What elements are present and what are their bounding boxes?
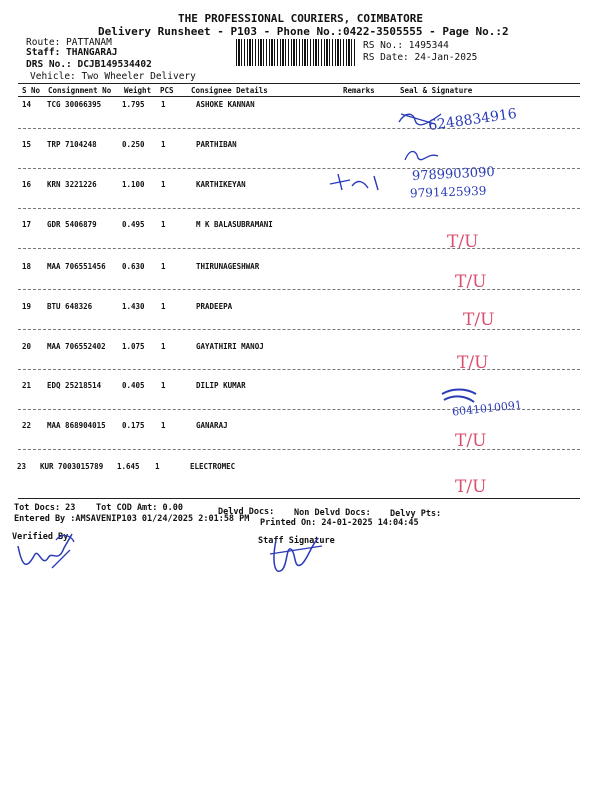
drs-number: DRS No.: DCJB149534402 (26, 59, 152, 70)
rs-number: RS No.: 1495344 (363, 40, 449, 51)
col-sno: S No (22, 86, 41, 95)
row-consignee: ELECTROMEC (190, 462, 236, 471)
table-row (0, 140, 600, 180)
row-pcs: 1 (161, 302, 166, 311)
route-label: Route: PATTANAM (26, 37, 112, 48)
rs-date: RS Date: 24-Jan-2025 (363, 52, 478, 63)
signature-scribble-icon (402, 146, 442, 166)
row-consignment: KRN 3221226 (47, 180, 97, 189)
delivered-docs: Delvd Docs: (218, 507, 275, 517)
row-consignment: MAA 706552402 (47, 342, 106, 351)
row-consignment: TRP 7104248 (47, 140, 97, 149)
table-row (0, 342, 600, 382)
col-signature: Seal & Signature (400, 86, 473, 95)
handwritten-tu: T/U (457, 353, 489, 373)
row-pcs: 1 (155, 462, 160, 471)
handwritten-tu: T/U (455, 477, 487, 497)
row-consignee: PARTHIBAN (196, 140, 237, 149)
handwritten-phone: 6041010091 (451, 398, 523, 419)
table-row (0, 220, 600, 260)
row-weight: 1.645 (117, 462, 140, 471)
row-weight: 1.430 (122, 302, 145, 311)
row-divider (18, 128, 580, 129)
verifier-signature-icon (12, 528, 82, 578)
col-pcs: PCS (160, 86, 174, 95)
row-weight: 0.630 (122, 262, 145, 271)
entered-by: Entered By :AMSAVENIP103 01/24/2025 2:01:58 PM (14, 514, 250, 524)
row-consignment: EDQ 25218514 (47, 381, 102, 390)
row-divider (18, 329, 580, 330)
row-consignee: M K BALASUBRAMANI (196, 220, 273, 229)
row-pcs: 1 (161, 220, 166, 229)
cod-amount: Tot COD Amt: 0.00 (96, 503, 183, 513)
handwritten-tu: T/U (455, 272, 487, 292)
row-weight: 1.075 (122, 342, 145, 351)
handwritten-phone: 6248834916 (427, 105, 518, 135)
row-sno: 18 (22, 262, 32, 271)
row-sno: 19 (22, 302, 32, 311)
handwritten-tu: T/U (455, 431, 487, 451)
row-weight: 0.495 (122, 220, 145, 229)
row-consignee: DILIP KUMAR (196, 381, 246, 390)
handwritten-phone: 9789903090 (411, 164, 496, 185)
row-weight: 0.175 (122, 421, 145, 430)
row-consignee: PRADEEPA (196, 302, 233, 311)
row-sno: 20 (22, 342, 32, 351)
row-consignee: ASHOKE KANNAN (196, 100, 255, 109)
delivery-points: Delvy Pts: (390, 509, 442, 519)
row-pcs: 1 (161, 421, 166, 430)
row-consignee: THIRUNAGESHWAR (196, 262, 260, 271)
row-sno: 17 (22, 220, 32, 229)
non-delivered-docs: Non Delvd Docs: (294, 508, 371, 518)
row-pcs: 1 (161, 381, 166, 390)
total-docs: Tot Docs: 23 (14, 503, 76, 513)
row-sno: 22 (22, 421, 32, 430)
row-pcs: 1 (161, 342, 166, 351)
row-consignee: GANARAJ (196, 421, 228, 430)
staff-signature-label: Staff Signature (258, 536, 335, 546)
row-divider (18, 168, 580, 169)
row-weight: 0.405 (122, 381, 145, 390)
handwritten-tu: T/U (447, 232, 479, 252)
row-weight: 0.250 (122, 140, 145, 149)
row-pcs: 1 (161, 140, 166, 149)
staff-label: Staff: THANGARAJ (26, 47, 118, 58)
col-consignee: Consignee Details (191, 86, 268, 95)
row-consignment: TCG 30066395 (47, 100, 102, 109)
row-pcs: 1 (161, 262, 166, 271)
col-remarks: Remarks (343, 86, 375, 95)
staff-signature-icon (262, 530, 332, 586)
barcode (236, 39, 356, 66)
row-consignment: MAA 706551456 (47, 262, 106, 271)
row-consignee: KARTHIKEYAN (196, 180, 246, 189)
row-consignee: GAYATHIRI MANOJ (196, 342, 264, 351)
row-consignment: KUR 7003015789 (40, 462, 104, 471)
footer-rule (18, 498, 580, 499)
row-divider (18, 449, 580, 450)
verified-by-label: Verified By (12, 532, 69, 542)
runsheet-subtitle: Delivery Runsheet - P103 - Phone No.:0422-3505555 - Page No.:2 (98, 25, 509, 38)
col-consignment: Consignment No (48, 86, 112, 95)
row-sno: 14 (22, 100, 32, 109)
row-pcs: 1 (161, 100, 166, 109)
handwritten-phone: 9791425939 (409, 183, 487, 201)
table-header-rule (18, 96, 580, 97)
table-row (0, 302, 600, 342)
row-divider (18, 248, 580, 249)
table-row (0, 462, 600, 502)
row-pcs: 1 (161, 180, 166, 189)
row-consignment: GDR 5406879 (47, 220, 97, 229)
row-divider (18, 208, 580, 209)
row-sno: 16 (22, 180, 32, 189)
vehicle-label: Vehicle: Two Wheeler Delivery (30, 71, 196, 82)
row-divider (18, 289, 580, 290)
table-row (0, 262, 600, 302)
row-consignment: BTU 648326 (47, 302, 93, 311)
row-sno: 21 (22, 381, 32, 390)
table-row (0, 180, 600, 220)
row-consignment: MAA 868904015 (47, 421, 106, 430)
row-sno: 23 (17, 462, 27, 471)
handwritten-tu: T/U (463, 310, 495, 330)
table-top-rule (18, 83, 580, 84)
table-row (0, 421, 600, 461)
row-divider (18, 369, 580, 370)
signature-scribble-icon (328, 172, 388, 194)
printed-on: Printed On: 24-01-2025 14:04:45 (260, 518, 419, 528)
row-sno: 15 (22, 140, 32, 149)
row-weight: 1.795 (122, 100, 145, 109)
col-weight: Weight (124, 86, 152, 95)
company-title: THE PROFESSIONAL COURIERS, COIMBATORE (178, 12, 424, 25)
row-weight: 1.100 (122, 180, 145, 189)
